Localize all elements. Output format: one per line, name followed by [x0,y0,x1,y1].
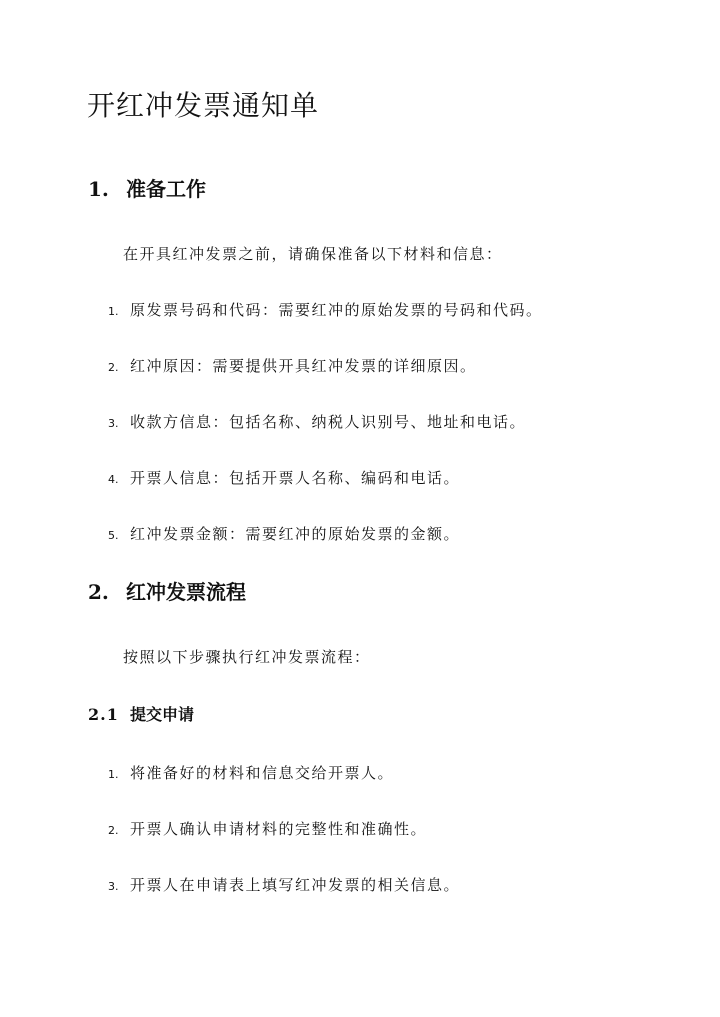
list-item-text: 开票人信息：包括开票人名称、编码和电话。 [130,469,461,487]
list-item-text: 原发票号码和代码：需要红冲的原始发票的号码和代码。 [130,301,543,319]
list-item [108,874,460,898]
list-marker: 2. [108,361,119,374]
list-item [108,355,477,379]
section-number: 1. [88,177,109,201]
subsection-title: 提交申请 [130,705,195,724]
subsection-number: 2.1 [88,705,119,724]
list-item [108,411,526,435]
section-heading-process [88,578,246,606]
list-item-text: 将准备好的材料和信息交给开票人。 [130,764,395,782]
list-item-text: 收款方信息：包括名称、纳税人识别号、地址和电话。 [130,413,527,431]
list-marker: 3. [108,417,119,430]
subsection-heading-submit [88,703,194,727]
section-title: 准备工作 [126,177,206,201]
list-marker: 1. [108,768,119,781]
list-item-text: 红冲发票金额：需要红冲的原始发票的金额。 [130,525,461,543]
document-title: 开红冲发票通知单 [87,89,320,122]
section-heading-preparation [88,175,206,203]
list-item [108,299,543,323]
list-item [108,467,460,491]
list-item [108,762,394,786]
section-intro: 在开具红冲发票之前，请确保准备以下材料和信息： [123,245,503,263]
list-marker: 5. [108,529,119,542]
list-item-text: 开票人确认申请材料的完整性和准确性。 [130,820,428,838]
section-intro: 按照以下步骤执行红冲发票流程： [123,648,371,666]
section-title: 红冲发票流程 [126,580,246,604]
list-marker: 1. [108,305,119,318]
list-item [108,523,460,547]
list-item-text: 开票人在申请表上填写红冲发票的相关信息。 [130,876,461,894]
list-marker: 4. [108,473,119,486]
list-item [108,818,427,842]
list-marker: 3. [108,880,119,893]
section-number: 2. [88,580,109,604]
list-marker: 2. [108,824,119,837]
list-item-text: 红冲原因：需要提供开具红冲发票的详细原因。 [130,357,477,375]
